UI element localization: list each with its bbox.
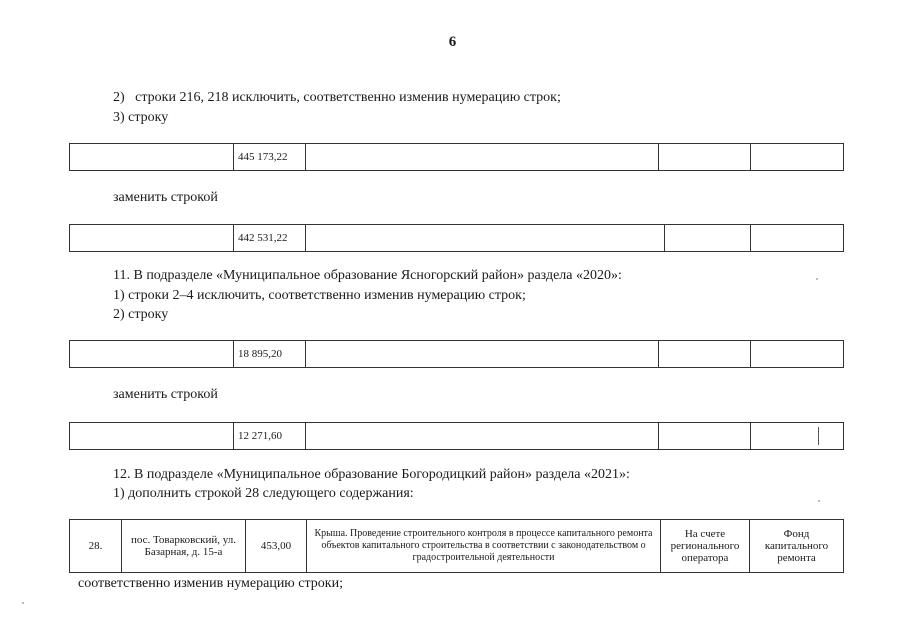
table-row-new-1: [69, 224, 844, 252]
table-row-replaced-1: [69, 143, 844, 171]
paragraph-line: заменить строкой: [113, 190, 218, 205]
table-cell: [751, 423, 844, 450]
work-description-cell: Крыша. Проведение строительного контроля в процессе капитального ремонта объектов капитального строительства в соответствии с законодательством о градостроительной деятельности: [307, 520, 661, 573]
table-row: [70, 144, 844, 171]
scan-speck: [818, 500, 820, 502]
table-cell: [306, 423, 659, 450]
paragraph-line: соответственно изменив нумерацию строки;: [78, 576, 343, 591]
table-row-replaced-2: [69, 340, 844, 368]
table-cell: [70, 225, 234, 252]
table-cell: [659, 341, 751, 368]
table-row-added: [69, 519, 844, 573]
table-row-new-2: [69, 422, 844, 450]
paragraph-line: 3) строку: [113, 110, 169, 125]
table-cell: [751, 144, 844, 171]
paragraph-line: 1) дополнить строкой 28 следующего содержания:: [113, 486, 414, 501]
page-number: 6: [448, 34, 457, 50]
paragraph-line: заменить строкой: [113, 387, 218, 402]
amount-cell: 12 271,60: [234, 423, 306, 450]
table-cell: [70, 341, 234, 368]
table-cell: [70, 144, 234, 171]
scan-speck: [816, 278, 818, 280]
amount-cell: 445 173,22: [234, 144, 306, 171]
table-cell: [306, 341, 659, 368]
paragraph-line: 12. В подразделе «Муниципальное образование Богородицкий район» раздела «2021»:: [113, 467, 630, 482]
address-cell: пос. Товарковский, ул. Базарная, д. 15-а: [122, 520, 246, 573]
account-cell: На счете регионального оператора: [661, 520, 750, 573]
table-cell: [659, 423, 751, 450]
amount-cell: 453,00: [246, 520, 307, 573]
table-row: [70, 423, 844, 450]
table-cell: [751, 225, 844, 252]
amount-cell: 18 895,20: [234, 341, 306, 368]
paragraph-line: 11. В подразделе «Муниципальное образование Ясногорский район» раздела «2020»:: [113, 268, 622, 283]
table-cell: [659, 144, 751, 171]
table-cell: [306, 144, 659, 171]
table-cell: [665, 225, 751, 252]
paragraph-line: 2) строку: [113, 307, 169, 322]
paragraph-line: 1) строки 2–4 исключить, соответственно изменив нумерацию строк;: [113, 288, 526, 303]
stray-mark: [818, 427, 819, 445]
scan-speck: [22, 602, 24, 604]
table-cell: [306, 225, 665, 252]
amount-cell: 442 531,22: [234, 225, 306, 252]
table-row: [70, 520, 844, 573]
paragraph-line: 2) строки 216, 218 исключить, соответственно изменив нумерацию строк;: [113, 90, 561, 105]
table-row: [70, 225, 844, 252]
table-row: [70, 341, 844, 368]
table-cell: [751, 341, 844, 368]
table-cell: [70, 423, 234, 450]
row-number-cell: 28.: [70, 520, 122, 573]
fund-cell: Фонд капитального ремонта: [750, 520, 844, 573]
